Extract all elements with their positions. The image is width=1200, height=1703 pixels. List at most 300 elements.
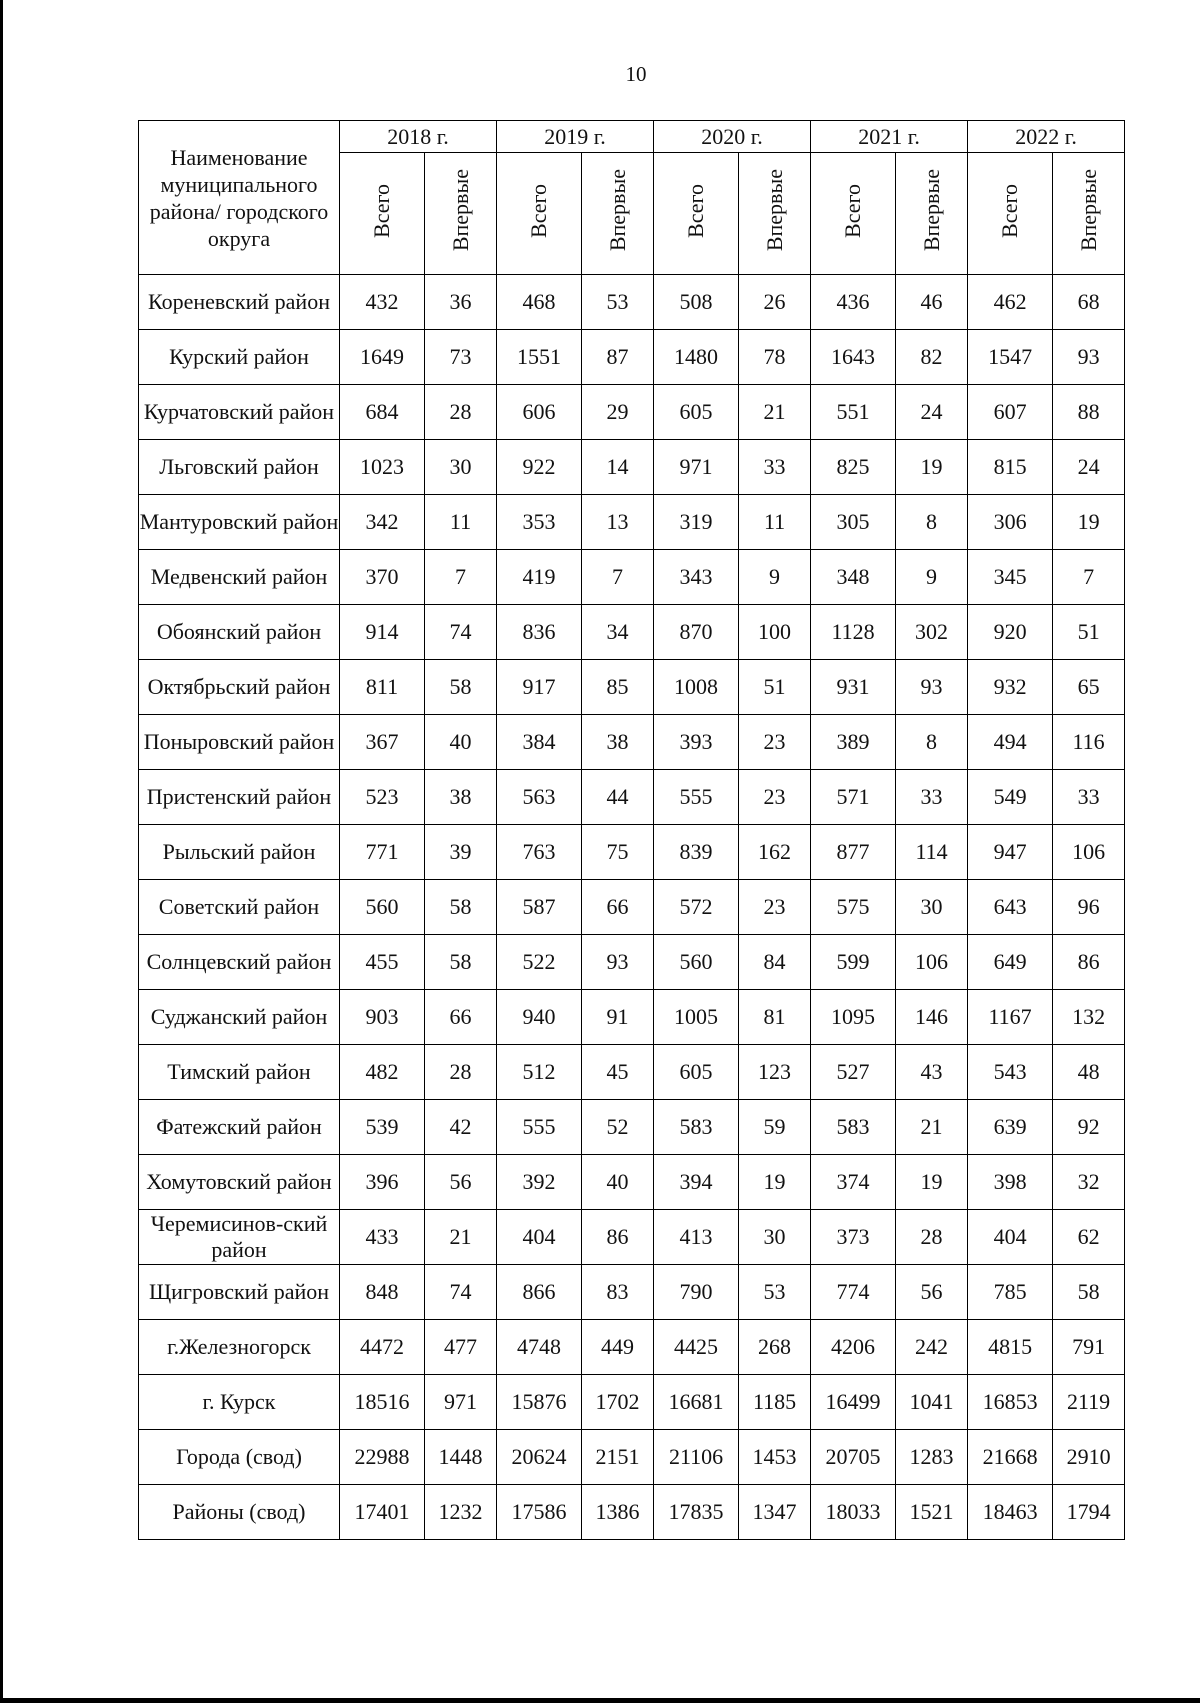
first-time-label: Впервые xyxy=(761,169,787,252)
total-value-cell: 343 xyxy=(654,550,739,605)
first-time-value-cell: 146 xyxy=(896,990,968,1045)
total-value-cell: 1095 xyxy=(811,990,896,1045)
table-row xyxy=(139,935,1125,990)
municipality-name: Фатежский район xyxy=(139,1100,340,1155)
first-time-value-cell: 449 xyxy=(582,1320,654,1375)
municipality-name: Щигровский район xyxy=(139,1265,340,1320)
total-value-cell: 1005 xyxy=(654,990,739,1045)
first-time-value-cell: 19 xyxy=(896,1155,968,1210)
table-body xyxy=(139,275,1125,1540)
total-value-cell: 551 xyxy=(811,385,896,440)
first-time-value-cell: 106 xyxy=(896,935,968,990)
total-value-cell: 419 xyxy=(497,550,582,605)
total-value-cell: 17835 xyxy=(654,1485,739,1540)
total-value-cell: 607 xyxy=(968,385,1053,440)
year-header: 2021 г. xyxy=(811,121,968,153)
first-time-value-cell: 39 xyxy=(425,825,497,880)
municipality-column-header: Наименование муниципального района/ городского округа xyxy=(139,121,340,275)
first-time-value-cell: 58 xyxy=(425,935,497,990)
first-time-value-cell: 1453 xyxy=(739,1430,811,1485)
first-time-value-cell: 40 xyxy=(582,1155,654,1210)
total-value-cell: 394 xyxy=(654,1155,739,1210)
total-value-cell: 583 xyxy=(654,1100,739,1155)
municipality-name: Обоянский район xyxy=(139,605,340,660)
first-time-value-cell: 2910 xyxy=(1053,1430,1125,1485)
total-value-cell: 866 xyxy=(497,1265,582,1320)
total-value-cell: 920 xyxy=(968,605,1053,660)
year-header-row xyxy=(139,121,1125,153)
first-time-value-cell: 268 xyxy=(739,1320,811,1375)
total-value-cell: 398 xyxy=(968,1155,1053,1210)
total-value-cell: 571 xyxy=(811,770,896,825)
first-time-label: Впервые xyxy=(604,169,630,252)
municipality-name: Поныровский район xyxy=(139,715,340,770)
first-time-value-cell: 1232 xyxy=(425,1485,497,1540)
first-time-value-cell: 7 xyxy=(1053,550,1125,605)
table-row xyxy=(139,1100,1125,1155)
first-time-value-cell: 1283 xyxy=(896,1430,968,1485)
total-value-cell: 922 xyxy=(497,440,582,495)
first-time-column-header xyxy=(1053,153,1125,275)
municipality-name: Льговский район xyxy=(139,440,340,495)
total-value-cell: 342 xyxy=(340,495,425,550)
total-value-cell: 903 xyxy=(340,990,425,1045)
total-value-cell: 932 xyxy=(968,660,1053,715)
total-value-cell: 563 xyxy=(497,770,582,825)
total-value-cell: 560 xyxy=(654,935,739,990)
total-value-cell: 543 xyxy=(968,1045,1053,1100)
first-time-value-cell: 7 xyxy=(425,550,497,605)
table-row xyxy=(139,1155,1125,1210)
first-time-value-cell: 7 xyxy=(582,550,654,605)
first-time-value-cell: 56 xyxy=(896,1265,968,1320)
first-time-value-cell: 23 xyxy=(739,715,811,770)
total-value-cell: 353 xyxy=(497,495,582,550)
first-time-value-cell: 51 xyxy=(739,660,811,715)
total-value-cell: 825 xyxy=(811,440,896,495)
total-value-cell: 17401 xyxy=(340,1485,425,1540)
total-value-cell: 392 xyxy=(497,1155,582,1210)
total-value-cell: 413 xyxy=(654,1210,739,1265)
total-value-cell: 432 xyxy=(340,275,425,330)
total-value-cell: 306 xyxy=(968,495,1053,550)
total-value-cell: 549 xyxy=(968,770,1053,825)
first-time-value-cell: 78 xyxy=(739,330,811,385)
total-value-cell: 305 xyxy=(811,495,896,550)
total-value-cell: 811 xyxy=(340,660,425,715)
total-value-cell: 348 xyxy=(811,550,896,605)
municipality-name: Кореневский район xyxy=(139,275,340,330)
first-time-value-cell: 21 xyxy=(739,385,811,440)
table-row xyxy=(139,1485,1125,1540)
total-value-cell: 1480 xyxy=(654,330,739,385)
first-time-column-header xyxy=(896,153,968,275)
total-value-cell: 639 xyxy=(968,1100,1053,1155)
first-time-value-cell: 52 xyxy=(582,1100,654,1155)
first-time-value-cell: 33 xyxy=(896,770,968,825)
first-time-value-cell: 1185 xyxy=(739,1375,811,1430)
first-time-value-cell: 34 xyxy=(582,605,654,660)
first-time-value-cell: 30 xyxy=(425,440,497,495)
first-time-value-cell: 28 xyxy=(425,385,497,440)
total-column-header xyxy=(654,153,739,275)
total-value-cell: 319 xyxy=(654,495,739,550)
table-row xyxy=(139,440,1125,495)
first-time-value-cell: 30 xyxy=(896,880,968,935)
first-time-value-cell: 81 xyxy=(739,990,811,1045)
total-value-cell: 575 xyxy=(811,880,896,935)
total-value-cell: 1128 xyxy=(811,605,896,660)
first-time-value-cell: 84 xyxy=(739,935,811,990)
first-time-value-cell: 21 xyxy=(896,1100,968,1155)
total-value-cell: 1551 xyxy=(497,330,582,385)
year-header: 2022 г. xyxy=(968,121,1125,153)
first-time-value-cell: 971 xyxy=(425,1375,497,1430)
first-time-value-cell: 162 xyxy=(739,825,811,880)
first-time-value-cell: 2151 xyxy=(582,1430,654,1485)
municipality-name: Пристенский район xyxy=(139,770,340,825)
table-row xyxy=(139,990,1125,1045)
total-value-cell: 16499 xyxy=(811,1375,896,1430)
first-time-value-cell: 24 xyxy=(896,385,968,440)
first-time-value-cell: 56 xyxy=(425,1155,497,1210)
total-value-cell: 522 xyxy=(497,935,582,990)
total-value-cell: 4206 xyxy=(811,1320,896,1375)
first-time-value-cell: 26 xyxy=(739,275,811,330)
first-time-value-cell: 91 xyxy=(582,990,654,1045)
first-time-value-cell: 92 xyxy=(1053,1100,1125,1155)
page-number: 10 xyxy=(625,62,647,86)
municipality-name: Тимский район xyxy=(139,1045,340,1100)
first-time-value-cell: 1386 xyxy=(582,1485,654,1540)
table-row xyxy=(139,1320,1125,1375)
total-value-cell: 404 xyxy=(497,1210,582,1265)
total-value-cell: 763 xyxy=(497,825,582,880)
first-time-value-cell: 36 xyxy=(425,275,497,330)
municipality-name: Города (свод) xyxy=(139,1430,340,1485)
statistics-table xyxy=(138,120,1125,1540)
municipality-name: Курчатовский район xyxy=(139,385,340,440)
first-time-value-cell: 43 xyxy=(896,1045,968,1100)
total-value-cell: 436 xyxy=(811,275,896,330)
municipality-name: Солнцевский район xyxy=(139,935,340,990)
total-value-cell: 4472 xyxy=(340,1320,425,1375)
total-value-cell: 16681 xyxy=(654,1375,739,1430)
first-time-value-cell: 24 xyxy=(1053,440,1125,495)
table-row xyxy=(139,1375,1125,1430)
total-value-cell: 836 xyxy=(497,605,582,660)
first-time-column-header xyxy=(582,153,654,275)
first-time-value-cell: 74 xyxy=(425,1265,497,1320)
first-time-value-cell: 74 xyxy=(425,605,497,660)
total-value-cell: 940 xyxy=(497,990,582,1045)
first-time-label: Впервые xyxy=(1075,169,1101,252)
first-time-value-cell: 9 xyxy=(896,550,968,605)
first-time-value-cell: 88 xyxy=(1053,385,1125,440)
total-value-cell: 20705 xyxy=(811,1430,896,1485)
first-time-value-cell: 58 xyxy=(425,880,497,935)
first-time-value-cell: 1521 xyxy=(896,1485,968,1540)
total-value-cell: 599 xyxy=(811,935,896,990)
total-value-cell: 870 xyxy=(654,605,739,660)
table-row xyxy=(139,1210,1125,1265)
total-value-cell: 839 xyxy=(654,825,739,880)
municipality-name: Мантуровский район xyxy=(139,495,340,550)
total-value-cell: 771 xyxy=(340,825,425,880)
total-value-cell: 508 xyxy=(654,275,739,330)
first-time-value-cell: 38 xyxy=(582,715,654,770)
total-value-cell: 455 xyxy=(340,935,425,990)
first-time-value-cell: 1041 xyxy=(896,1375,968,1430)
first-time-value-cell: 48 xyxy=(1053,1045,1125,1100)
first-time-value-cell: 73 xyxy=(425,330,497,385)
total-value-cell: 16853 xyxy=(968,1375,1053,1430)
municipality-name: Хомутовский район xyxy=(139,1155,340,1210)
total-column-header xyxy=(340,153,425,275)
first-time-value-cell: 62 xyxy=(1053,1210,1125,1265)
total-value-cell: 914 xyxy=(340,605,425,660)
table-header xyxy=(139,121,1125,275)
first-time-value-cell: 29 xyxy=(582,385,654,440)
municipality-name: Рыльский район xyxy=(139,825,340,880)
total-column-header xyxy=(811,153,896,275)
table-row xyxy=(139,715,1125,770)
municipality-name: Октябрьский район xyxy=(139,660,340,715)
year-header: 2018 г. xyxy=(340,121,497,153)
municipality-name: Суджанский район xyxy=(139,990,340,1045)
first-time-value-cell: 42 xyxy=(425,1100,497,1155)
first-time-value-cell: 14 xyxy=(582,440,654,495)
first-time-value-cell: 66 xyxy=(582,880,654,935)
first-time-column-header xyxy=(425,153,497,275)
first-time-value-cell: 93 xyxy=(1053,330,1125,385)
first-time-value-cell: 116 xyxy=(1053,715,1125,770)
first-time-value-cell: 9 xyxy=(739,550,811,605)
total-value-cell: 1547 xyxy=(968,330,1053,385)
first-time-value-cell: 87 xyxy=(582,330,654,385)
first-time-value-cell: 1794 xyxy=(1053,1485,1125,1540)
total-value-cell: 848 xyxy=(340,1265,425,1320)
total-value-cell: 384 xyxy=(497,715,582,770)
total-value-cell: 560 xyxy=(340,880,425,935)
total-value-cell: 18516 xyxy=(340,1375,425,1430)
first-time-value-cell: 33 xyxy=(739,440,811,495)
total-value-cell: 877 xyxy=(811,825,896,880)
total-value-cell: 18463 xyxy=(968,1485,1053,1540)
municipality-name: г. Курск xyxy=(139,1375,340,1430)
first-time-value-cell: 46 xyxy=(896,275,968,330)
total-column-header xyxy=(497,153,582,275)
total-value-cell: 605 xyxy=(654,1045,739,1100)
first-time-value-cell: 791 xyxy=(1053,1320,1125,1375)
total-value-cell: 15876 xyxy=(497,1375,582,1430)
table-row xyxy=(139,880,1125,935)
municipality-name: Районы (свод) xyxy=(139,1485,340,1540)
total-value-cell: 389 xyxy=(811,715,896,770)
total-label: Всего xyxy=(369,183,394,238)
scan-edge-left xyxy=(0,0,3,1703)
first-time-value-cell: 1702 xyxy=(582,1375,654,1430)
first-time-value-cell: 1448 xyxy=(425,1430,497,1485)
first-time-value-cell: 45 xyxy=(582,1045,654,1100)
total-value-cell: 374 xyxy=(811,1155,896,1210)
municipality-name: Советский район xyxy=(139,880,340,935)
table-row xyxy=(139,330,1125,385)
first-time-value-cell: 40 xyxy=(425,715,497,770)
total-value-cell: 396 xyxy=(340,1155,425,1210)
total-value-cell: 917 xyxy=(497,660,582,715)
total-value-cell: 4815 xyxy=(968,1320,1053,1375)
year-header: 2019 г. xyxy=(497,121,654,153)
first-time-value-cell: 106 xyxy=(1053,825,1125,880)
total-value-cell: 774 xyxy=(811,1265,896,1320)
first-time-value-cell: 11 xyxy=(739,495,811,550)
total-value-cell: 373 xyxy=(811,1210,896,1265)
first-time-value-cell: 86 xyxy=(1053,935,1125,990)
total-value-cell: 393 xyxy=(654,715,739,770)
total-value-cell: 370 xyxy=(340,550,425,605)
first-time-value-cell: 68 xyxy=(1053,275,1125,330)
total-value-cell: 523 xyxy=(340,770,425,825)
total-value-cell: 649 xyxy=(968,935,1053,990)
total-value-cell: 555 xyxy=(497,1100,582,1155)
year-header: 2020 г. xyxy=(654,121,811,153)
first-time-value-cell: 21 xyxy=(425,1210,497,1265)
total-value-cell: 815 xyxy=(968,440,1053,495)
total-value-cell: 1023 xyxy=(340,440,425,495)
total-value-cell: 512 xyxy=(497,1045,582,1100)
first-time-value-cell: 58 xyxy=(1053,1265,1125,1320)
total-value-cell: 583 xyxy=(811,1100,896,1155)
first-time-value-cell: 123 xyxy=(739,1045,811,1100)
first-time-value-cell: 28 xyxy=(896,1210,968,1265)
table-row xyxy=(139,825,1125,880)
total-value-cell: 18033 xyxy=(811,1485,896,1540)
total-value-cell: 947 xyxy=(968,825,1053,880)
total-label: Всего xyxy=(526,183,552,238)
total-label: Всего xyxy=(997,183,1023,238)
table-row xyxy=(139,1045,1125,1100)
first-time-value-cell: 19 xyxy=(1053,495,1125,550)
total-value-cell: 468 xyxy=(497,275,582,330)
table-row xyxy=(139,1265,1125,1320)
total-value-cell: 4748 xyxy=(497,1320,582,1375)
first-time-value-cell: 23 xyxy=(739,770,811,825)
total-value-cell: 587 xyxy=(497,880,582,935)
first-time-value-cell: 2119 xyxy=(1053,1375,1125,1430)
total-value-cell: 20624 xyxy=(497,1430,582,1485)
first-time-value-cell: 44 xyxy=(582,770,654,825)
table-row xyxy=(139,495,1125,550)
total-value-cell: 790 xyxy=(654,1265,739,1320)
first-time-value-cell: 66 xyxy=(425,990,497,1045)
total-value-cell: 433 xyxy=(340,1210,425,1265)
total-value-cell: 539 xyxy=(340,1100,425,1155)
first-time-value-cell: 75 xyxy=(582,825,654,880)
total-value-cell: 17586 xyxy=(497,1485,582,1540)
first-time-value-cell: 65 xyxy=(1053,660,1125,715)
total-column-header xyxy=(968,153,1053,275)
first-time-value-cell: 51 xyxy=(1053,605,1125,660)
total-value-cell: 605 xyxy=(654,385,739,440)
municipality-name: Курский район xyxy=(139,330,340,385)
first-time-value-cell: 100 xyxy=(739,605,811,660)
total-value-cell: 971 xyxy=(654,440,739,495)
first-time-value-cell: 38 xyxy=(425,770,497,825)
first-time-value-cell: 28 xyxy=(425,1045,497,1100)
total-label: Всего xyxy=(840,183,866,238)
first-time-value-cell: 30 xyxy=(739,1210,811,1265)
first-time-value-cell: 19 xyxy=(896,440,968,495)
scan-edge-bottom xyxy=(0,1698,1200,1703)
first-time-label: Впервые xyxy=(918,169,944,252)
first-time-value-cell: 114 xyxy=(896,825,968,880)
first-time-value-cell: 96 xyxy=(1053,880,1125,935)
total-value-cell: 1649 xyxy=(340,330,425,385)
first-time-value-cell: 53 xyxy=(739,1265,811,1320)
total-value-cell: 555 xyxy=(654,770,739,825)
total-value-cell: 931 xyxy=(811,660,896,715)
total-value-cell: 1643 xyxy=(811,330,896,385)
municipality-name: Черемисинов-ский район xyxy=(139,1210,340,1265)
table-row xyxy=(139,385,1125,440)
table-row xyxy=(139,550,1125,605)
table-row xyxy=(139,275,1125,330)
total-value-cell: 572 xyxy=(654,880,739,935)
first-time-value-cell: 59 xyxy=(739,1100,811,1155)
first-time-value-cell: 302 xyxy=(896,605,968,660)
first-time-value-cell: 85 xyxy=(582,660,654,715)
total-label: Всего xyxy=(683,183,709,238)
first-time-value-cell: 8 xyxy=(896,715,968,770)
total-value-cell: 606 xyxy=(497,385,582,440)
first-time-value-cell: 242 xyxy=(896,1320,968,1375)
total-value-cell: 367 xyxy=(340,715,425,770)
total-value-cell: 494 xyxy=(968,715,1053,770)
table-row xyxy=(139,660,1125,715)
first-time-value-cell: 58 xyxy=(425,660,497,715)
total-value-cell: 482 xyxy=(340,1045,425,1100)
first-time-value-cell: 33 xyxy=(1053,770,1125,825)
total-value-cell: 22988 xyxy=(340,1430,425,1485)
total-value-cell: 462 xyxy=(968,275,1053,330)
total-value-cell: 785 xyxy=(968,1265,1053,1320)
first-time-value-cell: 8 xyxy=(896,495,968,550)
first-time-value-cell: 86 xyxy=(582,1210,654,1265)
table-row xyxy=(139,605,1125,660)
total-value-cell: 643 xyxy=(968,880,1053,935)
first-time-column-header xyxy=(739,153,811,275)
municipality-name: г.Железногорск xyxy=(139,1320,340,1375)
table-row xyxy=(139,770,1125,825)
total-value-cell: 4425 xyxy=(654,1320,739,1375)
total-value-cell: 404 xyxy=(968,1210,1053,1265)
total-value-cell: 1008 xyxy=(654,660,739,715)
first-time-value-cell: 13 xyxy=(582,495,654,550)
total-value-cell: 21106 xyxy=(654,1430,739,1485)
table-row xyxy=(139,1430,1125,1485)
total-value-cell: 527 xyxy=(811,1045,896,1100)
first-time-label: Впервые xyxy=(447,169,473,252)
first-time-value-cell: 53 xyxy=(582,275,654,330)
first-time-value-cell: 32 xyxy=(1053,1155,1125,1210)
first-time-value-cell: 83 xyxy=(582,1265,654,1320)
first-time-value-cell: 1347 xyxy=(739,1485,811,1540)
municipality-name: Медвенский район xyxy=(139,550,340,605)
first-time-value-cell: 93 xyxy=(582,935,654,990)
total-value-cell: 1167 xyxy=(968,990,1053,1045)
first-time-value-cell: 11 xyxy=(425,495,497,550)
